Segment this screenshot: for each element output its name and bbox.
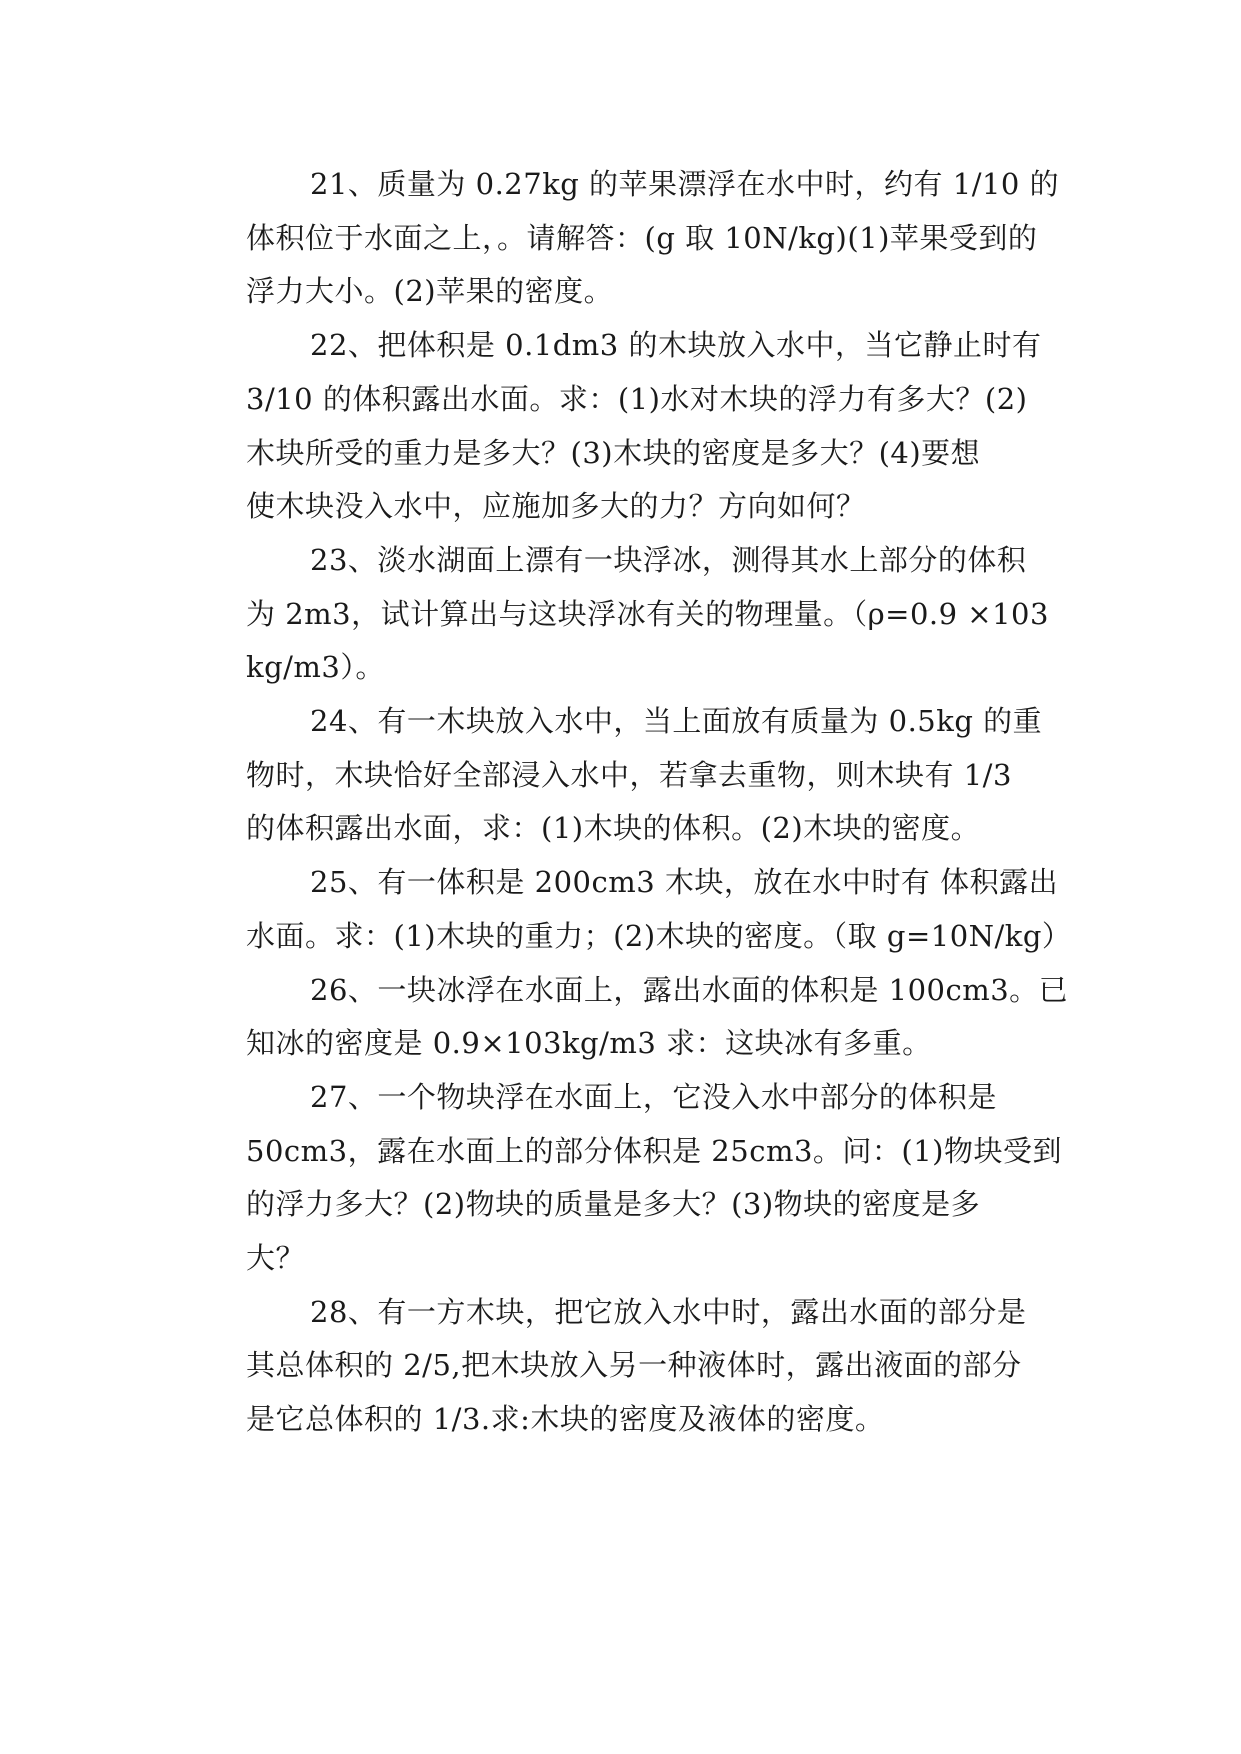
question-line: 3/10 的体积露出水面。求：(1)水对木块的浮力有多大？(2)	[246, 381, 1028, 416]
question-line: 为 2m3，试计算出与这块浮冰有关的物理量。（ρ=0.9 ×103	[246, 596, 1049, 631]
question-line: 知冰的密度是 0.9×103kg/m3 求：这块冰有多重。	[246, 1026, 932, 1061]
question-line: 浮力大小。(2)苹果的密度。	[246, 274, 614, 309]
question-line: kg/m3）。	[246, 650, 385, 685]
question-line: 26、一块冰浮在水面上，露出水面的体积是 100cm3。已	[310, 972, 1069, 1007]
question-23	[188, 534, 1054, 695]
question-line: 23、淡水湖面上漂有一块浮冰，测得其水上部分的体积	[310, 542, 1027, 577]
question-line: 24、有一木块放入水中，当上面放有质量为 0.5kg 的重	[310, 704, 1043, 739]
question-line: 28、有一方木块，把它放入水中时，露出水面的部分是	[310, 1294, 1027, 1329]
question-line: 其总体积的 2/5,把木块放入另一种液体时，露出液面的部分	[246, 1348, 1022, 1383]
question-line: 22、把体积是 0.1dm3 的木块放入水中，当它静止时有	[310, 328, 1042, 363]
question-line: 物时，木块恰好全部浸入水中，若拿去重物，则木块有 1/3	[246, 757, 1012, 792]
question-21	[188, 158, 1060, 319]
question-27	[188, 1071, 1062, 1286]
question-line: 25、有一体积是 200cm3 木块，放在水中时有 体积露出	[310, 865, 1059, 900]
question-line: 的浮力多大？(2)物块的质量是多大？(3)物块的密度是多	[246, 1187, 981, 1222]
question-line: 27、一个物块浮在水面上，它没入水中部分的体积是	[310, 1079, 997, 1114]
question-line: 大？	[246, 1241, 306, 1276]
question-24	[188, 695, 1054, 856]
question-line: 50cm3，露在水面上的部分体积是 25cm3。问：(1)物块受到	[246, 1133, 1062, 1168]
question-line: 21、质量为 0.27kg 的苹果漂浮在水中时，约有 1/10 的	[310, 167, 1060, 201]
question-line: 木块所受的重力是多大？(3)木块的密度是多大？(4)要想	[246, 435, 981, 470]
question-line: 水面。求：(1)木块的重力；(2)木块的密度。（取 g=10N/kg）	[246, 918, 1072, 953]
question-line: 使木块没入水中，应施加多大的力？方向如何？	[246, 489, 866, 524]
question-22	[188, 319, 1054, 534]
question-line: 体积位于水面之上，。请解答：(g 取 10N/kg)(1)苹果受到的	[246, 220, 1038, 255]
question-line: 的体积露出水面，求：(1)木块的体积。(2)木块的密度。	[246, 811, 981, 846]
question-list	[188, 158, 1072, 1447]
question-26	[188, 964, 1069, 1071]
question-28	[188, 1286, 1054, 1447]
question-25	[188, 856, 1072, 963]
question-line: 是它总体积的 1/3.求:木块的密度及液体的密度。	[246, 1402, 885, 1437]
